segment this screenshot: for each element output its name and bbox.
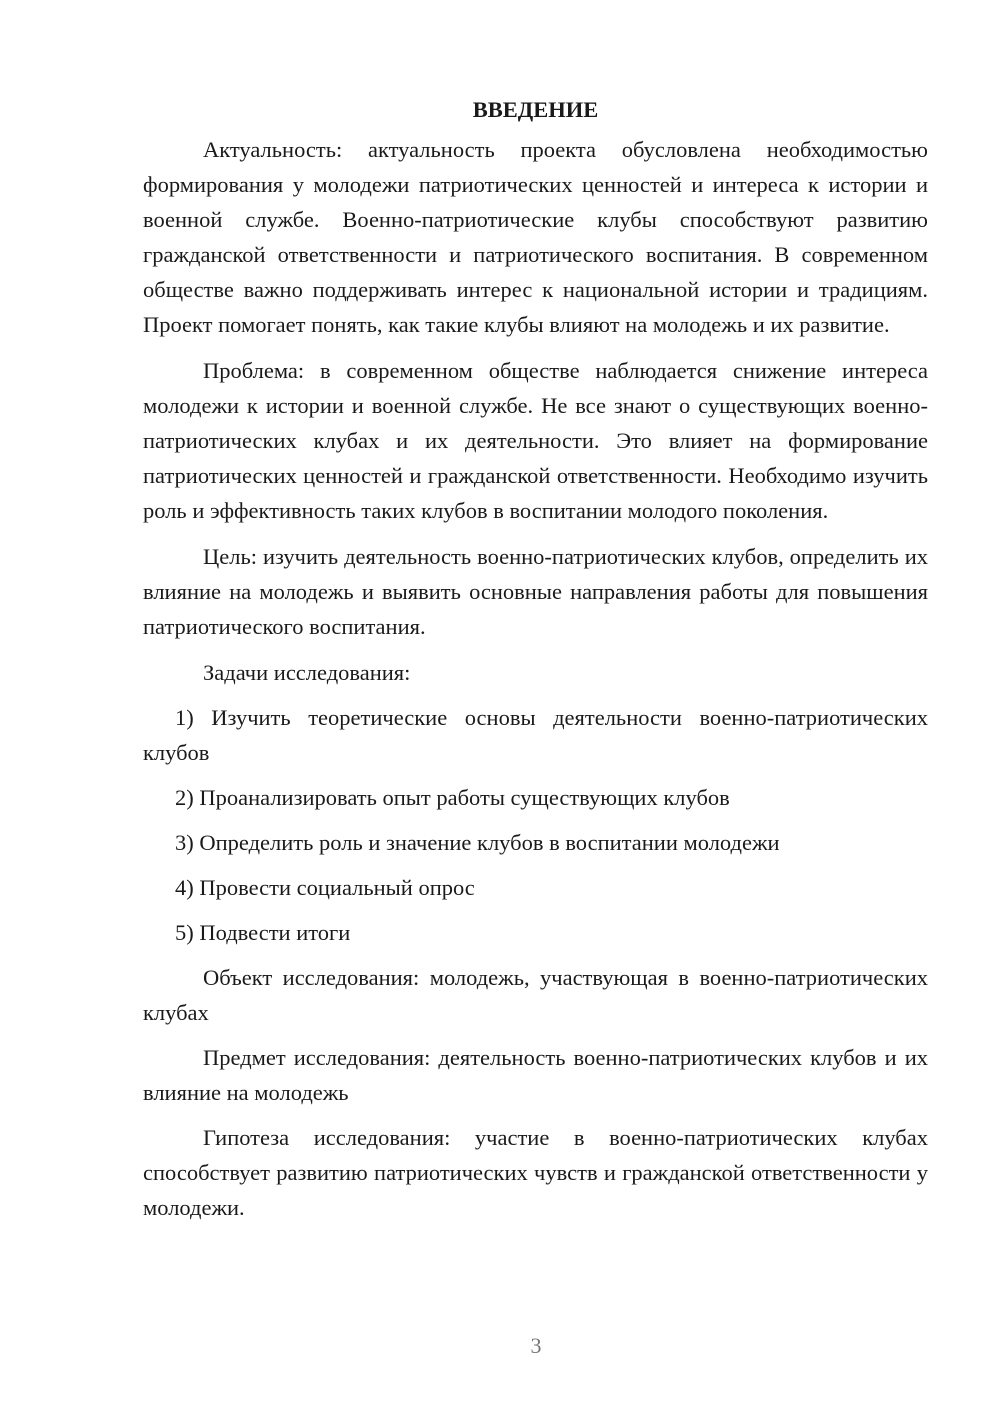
tasks-heading: Задачи исследования: [203,660,411,685]
task-item-5: 5) Подвести итоги [175,920,351,945]
paragraph-goal: Цель: изучить деятельность военно-патриотических клубов, определить их влияние на молодежь и выявить основные направления работы для повышения патриотического воспитания. [143,544,928,639]
paragraph-hypothesis: Гипотеза исследования: участие в военно-патриотических клубах способствует развитию патриотических чувств и гражданской ответственности у молодежи. [143,1125,928,1220]
page-number: 3 [530,1333,542,1358]
page-content [143,88,928,1225]
task-item-2: 2) Проанализировать опыт работы существующих клубов [175,785,730,810]
task-item-1: 1) Изучить теоретические основы деятельности военно-патриотических клубов [143,705,928,765]
page-title: ВВЕДЕНИЕ [472,97,599,122]
paragraph-problem: Проблема: в современном обществе наблюдается снижение интереса молодежи к истории и военной службе. Не все знают о существующих военно-патриотических клубах и их деятельности. Это влияет на формирование патриотических ценностей и гражданской ответственности. Необходимо изучить роль и эффективность таких клубов в воспитании молодого поколения. [143,358,928,523]
task-item-3: 3) Определить роль и значение клубов в воспитании молодежи [175,830,780,855]
task-item-4: 4) Провести социальный опрос [175,875,475,900]
paragraph-object: Объект исследования: молодежь, участвующая в военно-патриотических клубах [143,965,928,1025]
paragraph-relevance: Актуальность: актуальность проекта обусловлена необходимостью формирования у молодежи патриотических ценностей и интереса к истории и военной службе. Военно-патриотические клубы способствуют развитию гражданской ответственности и патриотического воспитания. В современном обществе важно поддерживать интерес к национальной истории и традициям. Проект помогает понять, как такие клубы влияют на молодежь и их развитие. [143,137,928,337]
paragraph-subject: Предмет исследования: деятельность военно-патриотических клубов и их влияние на молодежь [143,1045,928,1105]
